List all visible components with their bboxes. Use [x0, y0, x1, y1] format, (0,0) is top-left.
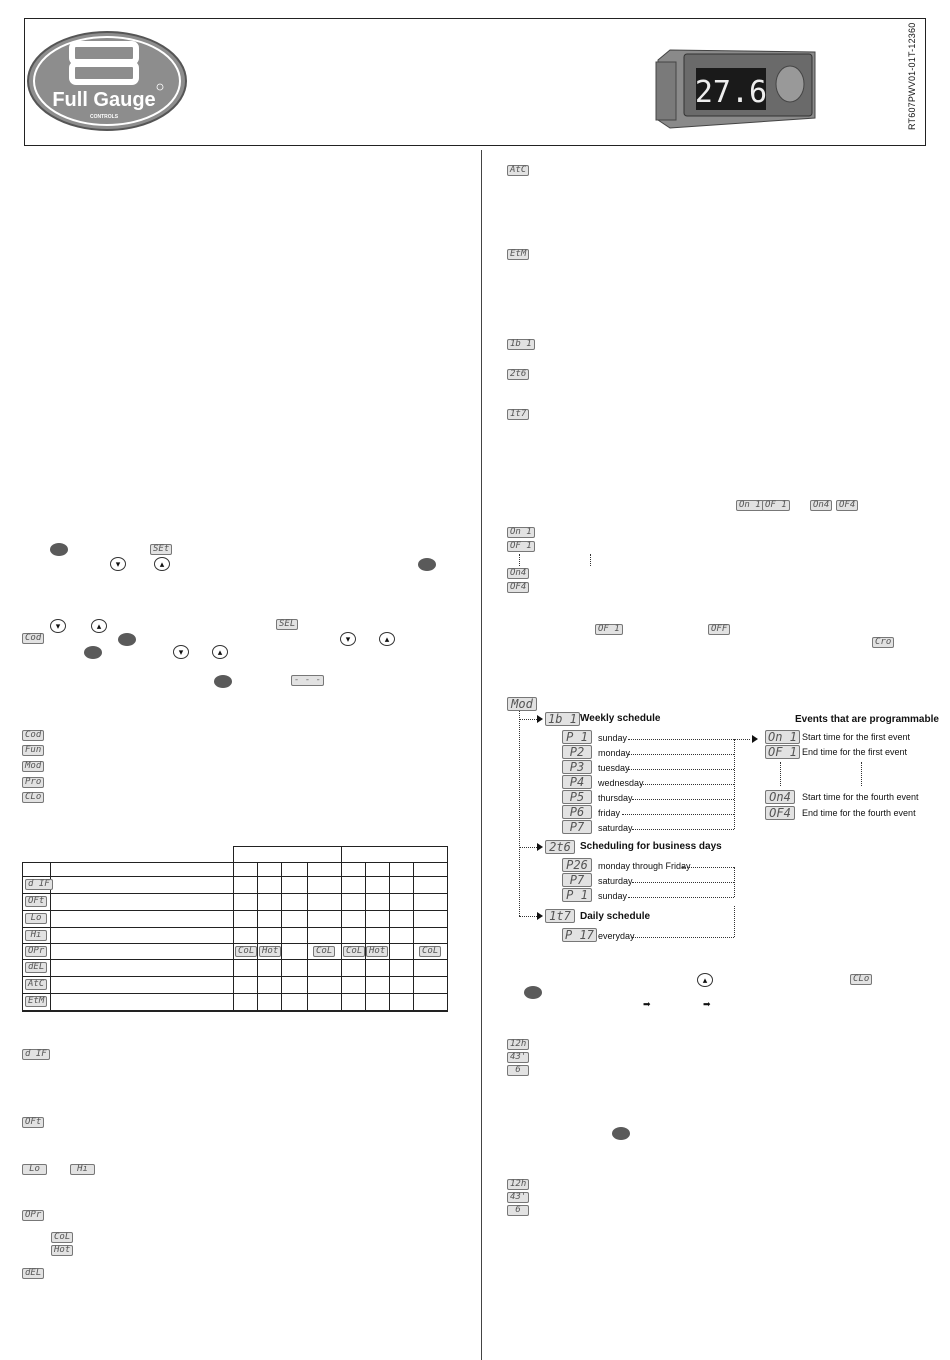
day-label: monday through Friday: [598, 861, 691, 871]
dot-leader: [632, 937, 734, 938]
arrow-right-icon: [752, 735, 758, 743]
code-of4: OF4: [836, 500, 858, 511]
device-display-value: 27.6: [694, 75, 768, 110]
event-label: End time for the first event: [802, 747, 908, 757]
code-cro: Cro: [872, 637, 894, 648]
code-12h: 12h: [507, 1039, 529, 1050]
code-atc: AtC: [507, 165, 529, 176]
full-gauge-logo: [26, 30, 188, 132]
set-button-icon: [418, 558, 436, 571]
down-arrow-icon: ▾: [50, 619, 66, 633]
code-1b1: 1b 1: [507, 339, 535, 350]
code-12h: 12h: [507, 1179, 529, 1190]
code-lo: Lo: [22, 1164, 47, 1175]
arrow-right-icon: [537, 912, 543, 920]
dot-connector: [734, 739, 750, 740]
code-opr: OPr: [22, 1210, 44, 1221]
dot-leader: [632, 799, 734, 800]
code-p4: P4: [562, 775, 592, 789]
set-button-icon: [214, 675, 232, 688]
event-label: End time for the fourth event: [802, 808, 916, 818]
code-p1: P 1: [562, 730, 592, 744]
table-row-code: EtM: [25, 996, 47, 1007]
dot-leader: [640, 784, 734, 785]
brand-subtext: CONTROLS: [89, 114, 119, 120]
document-code: [903, 22, 923, 140]
down-arrow-icon: ▾: [173, 645, 189, 659]
dot-connector: [734, 867, 735, 897]
code-1t7: 1t7: [545, 909, 575, 923]
brand-text: Full Gauge: [52, 89, 156, 111]
code-del: dEL: [22, 1268, 44, 1279]
set-button-icon: [612, 1127, 630, 1140]
code-on4: On4: [810, 500, 832, 511]
code-6: 6: [507, 1205, 529, 1216]
dot-leader: [632, 829, 734, 830]
code-sel: SEL: [276, 619, 298, 630]
code-oft: OFt: [22, 1117, 44, 1128]
code-43: 43': [507, 1052, 529, 1063]
code-on1: On 1: [765, 730, 800, 744]
code-of1: OF 1: [595, 624, 623, 635]
code-of1: OF 1: [507, 541, 535, 552]
up-arrow-icon: ▴: [212, 645, 228, 659]
up-arrow-icon: ▴: [91, 619, 107, 633]
ellipsis-dots: [590, 554, 591, 566]
code-of1: OF 1: [762, 500, 790, 511]
code-of4: OF4: [765, 806, 795, 820]
dot-connector: [734, 906, 735, 937]
code-on1: On 1: [736, 500, 764, 511]
code-1b1: 1b 1: [545, 712, 580, 726]
code-etm: EtM: [507, 249, 529, 260]
table-cell-code: CoL: [419, 946, 441, 957]
day-label: sunday: [598, 891, 628, 901]
event-label: Start time for the fourth event: [802, 792, 919, 802]
column-divider: [481, 150, 482, 1360]
code-p7: P7: [562, 820, 592, 834]
code-2t6: 2t6: [507, 369, 529, 380]
table-row-code: AtC: [25, 979, 47, 990]
table-cell-code: CoL: [235, 946, 257, 957]
day-label: wednesday: [598, 778, 644, 788]
code-6: 6: [507, 1065, 529, 1076]
code-of1: OF 1: [765, 745, 800, 759]
ellipsis-dots: [780, 762, 781, 786]
code-dif: d IF: [22, 1049, 50, 1060]
table-cell-code: CoL: [343, 946, 365, 957]
code-p6: P6: [562, 805, 592, 819]
code-of4: OF4: [507, 582, 529, 593]
table-cell-code: Hot: [259, 946, 281, 957]
code-1t7: 1t7: [507, 409, 529, 420]
day-label: saturday: [598, 876, 633, 886]
code-on4: On4: [507, 568, 529, 579]
dot-leader: [628, 754, 734, 755]
parameter-table: [22, 846, 448, 1011]
day-label: everyday: [598, 931, 635, 941]
day-label: monday: [598, 748, 631, 758]
set-button-icon: [524, 986, 542, 999]
dot-leader: [628, 897, 734, 898]
dot-leader: [682, 867, 734, 868]
dot-leader: [632, 882, 734, 883]
down-arrow-icon: ▾: [340, 632, 356, 646]
table-row-code: Lo: [25, 913, 47, 924]
code-p3: P3: [562, 760, 592, 774]
code-pro: Pro: [22, 777, 44, 788]
dot-leader: [628, 769, 734, 770]
business-schedule-title: Scheduling for business days: [580, 841, 722, 852]
document-code-text: RT607PWV01-01T-12360: [907, 22, 917, 130]
table-row-code: Hi: [25, 930, 47, 941]
arrow-right-icon: [537, 715, 543, 723]
tree-line: [519, 711, 520, 916]
code-mod: Mod: [507, 697, 537, 711]
code-off: OFF: [708, 624, 730, 635]
set-button-icon: [50, 543, 68, 556]
code-clo: CLo: [850, 974, 872, 985]
tree-branch: [519, 916, 537, 917]
code-dashes: - - -: [291, 675, 324, 686]
code-p17: P 17: [562, 928, 597, 942]
arrow-right-icon: ➡: [703, 999, 711, 1009]
ellipsis-dots: [861, 762, 862, 786]
down-arrow-icon: ▾: [110, 557, 126, 571]
up-arrow-icon: ▴: [697, 973, 713, 987]
code-p2: P2: [562, 745, 592, 759]
table-row-code: dEL: [25, 962, 47, 973]
code-p26: P26: [562, 858, 592, 872]
dot-leader: [628, 739, 734, 740]
up-arrow-icon: ▴: [154, 557, 170, 571]
dot-connector: [734, 739, 735, 829]
table-row-code: OPr: [25, 946, 47, 957]
code-hot: Hot: [51, 1245, 73, 1256]
set-button-icon: [118, 633, 136, 646]
code-p7: P7: [562, 873, 592, 887]
table-cell-code: Hot: [366, 946, 388, 957]
controller-device-image: [650, 40, 820, 132]
code-hi: Hi: [70, 1164, 95, 1175]
table-row-code: OFt: [25, 896, 47, 907]
tree-branch: [519, 847, 537, 848]
table-row-code: d IF: [25, 879, 53, 890]
event-label: Start time for the first event: [802, 732, 911, 742]
set-button-icon: [84, 646, 102, 659]
weekly-schedule-title: Weekly schedule: [580, 713, 661, 724]
code-p5: P5: [562, 790, 592, 804]
code-fun: Fun: [22, 745, 44, 756]
day-label: sunday: [598, 733, 628, 743]
code-2t6: 2t6: [545, 840, 575, 854]
code-cod: Cod: [22, 633, 44, 644]
dot-leader: [622, 814, 734, 815]
tree-branch: [519, 719, 537, 720]
code-on1: On 1: [507, 527, 535, 538]
day-label: tuesday: [598, 763, 630, 773]
arrow-right-icon: ➡: [643, 999, 651, 1009]
events-title: Events that are programmable: [795, 714, 939, 725]
day-label: thursday: [598, 793, 633, 803]
code-clo: CLo: [22, 792, 44, 803]
day-label: friday: [598, 808, 621, 818]
up-arrow-icon: ▴: [379, 632, 395, 646]
code-on4: On4: [765, 790, 795, 804]
code-p1: P 1: [562, 888, 592, 902]
arrow-right-icon: [537, 843, 543, 851]
code-col: CoL: [51, 1232, 73, 1243]
code-cod: Cod: [22, 730, 44, 741]
ellipsis-dots: [519, 554, 520, 566]
day-label: saturday: [598, 823, 633, 833]
code-43: 43': [507, 1192, 529, 1203]
daily-schedule-title: Daily schedule: [580, 911, 651, 922]
code-mod: Mod: [22, 761, 44, 772]
code-set: SEt: [150, 544, 172, 555]
table-cell-code: CoL: [313, 946, 335, 957]
